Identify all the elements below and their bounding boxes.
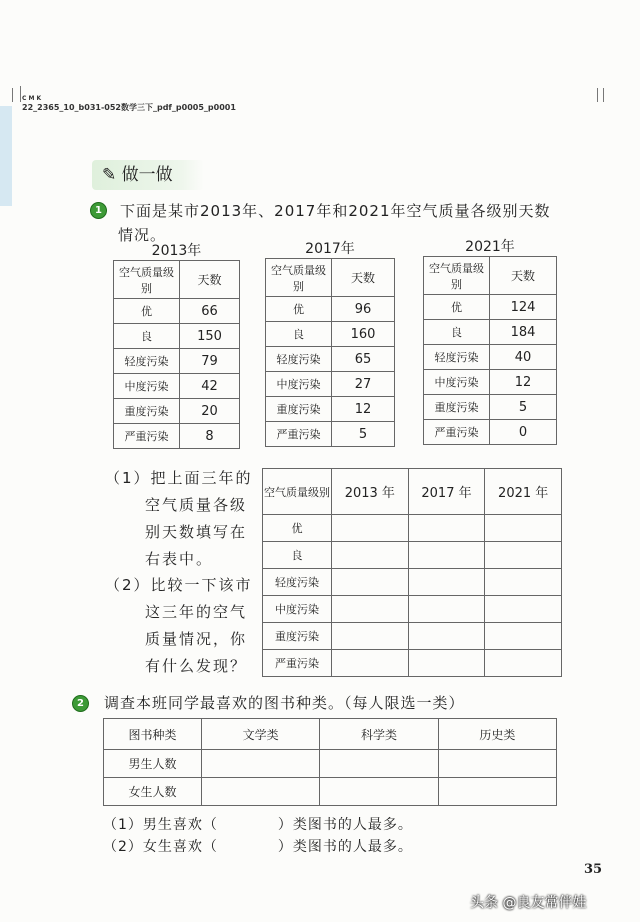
level-cell: 中度污染 [266,372,332,397]
header-cell: 2017 年 [408,469,485,515]
blank-cell[interactable] [332,650,409,677]
header-cell: 天数 [490,257,557,295]
level-cell: 重度污染 [114,399,180,424]
question-number-2: 2 [72,695,89,712]
blank-cell[interactable] [438,750,556,778]
days-cell: 42 [180,374,240,399]
question-number-1: 1 [90,202,107,219]
level-cell: 优 [424,295,490,320]
table-row [104,778,557,806]
table-row [266,397,395,422]
blank-cell[interactable] [320,778,438,806]
summary-table [262,468,562,677]
level-cell: 中度污染 [114,374,180,399]
level-cell: 中度污染 [424,370,490,395]
days-cell: 40 [490,345,557,370]
fill-blank-2[interactable]: （2）女生喜欢（ ）类图书的人最多。 [103,839,413,855]
year-table [423,256,557,445]
header-cell: 2021 年 [485,469,562,515]
blank-cell[interactable] [485,542,562,569]
header-cell: 空气质量级别 [266,259,332,297]
part2-text: （2）比较一下该市 这三年的空气 质量情况，你 有什么发现？ [105,576,253,675]
level-cell: 严重污染 [266,422,332,447]
table-row [114,299,240,324]
table-row [263,542,562,569]
blank-cell[interactable] [320,750,438,778]
table-row [424,345,557,370]
table-row [424,295,557,320]
section-title: 做一做 [121,165,173,185]
blank-cell[interactable] [485,569,562,596]
level-cell: 轻度污染 [266,347,332,372]
fill-blank-1[interactable]: （1）男生喜欢（ ）类图书的人最多。 [103,817,413,833]
year-table [265,258,395,447]
row-label: 男生人数 [104,750,202,778]
level-cell: 严重污染 [263,650,332,677]
table-row [424,395,557,420]
crop-mark [20,86,21,102]
table-row [266,347,395,372]
blank-cell[interactable] [332,515,409,542]
table-row [424,370,557,395]
watermark: 头条 @良友常伴娃 [470,895,587,911]
blank-cell[interactable] [202,778,320,806]
blank-cell[interactable] [408,596,485,623]
table-row [114,424,240,449]
days-cell: 12 [490,370,557,395]
table-row [263,569,562,596]
level-cell: 良 [424,320,490,345]
book-survey-table [103,718,557,806]
blank-cell[interactable] [408,542,485,569]
days-cell: 96 [332,297,395,322]
days-cell: 150 [180,324,240,349]
days-cell: 27 [332,372,395,397]
level-cell: 轻度污染 [114,349,180,374]
days-cell: 8 [180,424,240,449]
level-cell: 良 [266,322,332,347]
table-row [266,372,395,397]
header-cell: 文学类 [202,719,320,750]
blank-cell[interactable] [485,623,562,650]
table-row [104,750,557,778]
header-cell: 科学类 [320,719,438,750]
blank-cell[interactable] [408,650,485,677]
days-cell: 66 [180,299,240,324]
table-row [263,623,562,650]
crop-mark [603,88,604,102]
table-row [266,422,395,447]
blank-cell[interactable] [332,542,409,569]
table-row [266,297,395,322]
header-cell: 天数 [180,261,240,299]
year-table-title: 2021年 [465,239,515,255]
page-number: 35 [584,862,603,877]
crop-mark [597,88,598,102]
edge-strip [0,106,12,206]
days-cell: 5 [332,422,395,447]
days-cell: 5 [490,395,557,420]
q1-text: 下面是某市2013年、2017年和2021年空气质量各级别天数 [120,202,551,220]
file-label: C M K 22_2365_10_b031-052数学三下_pdf_p0005_p0001 [22,95,236,112]
level-cell: 严重污染 [424,420,490,445]
table-row [114,399,240,424]
header-cell: 历史类 [438,719,556,750]
header-cell: 空气质量级别 [424,257,490,295]
header-cell: 空气质量级别 [263,469,332,515]
level-cell: 良 [114,324,180,349]
header-cell: 天数 [332,259,395,297]
days-cell: 0 [490,420,557,445]
level-cell: 优 [114,299,180,324]
level-cell: 轻度污染 [424,345,490,370]
table-row [263,650,562,677]
days-cell: 124 [490,295,557,320]
header-cell: 2013 年 [332,469,409,515]
blank-cell[interactable] [332,569,409,596]
level-cell: 优 [263,515,332,542]
crop-mark [12,88,13,102]
level-cell: 严重污染 [114,424,180,449]
blank-cell[interactable] [485,596,562,623]
blank-cell[interactable] [332,596,409,623]
blank-cell[interactable] [485,650,562,677]
blank-cell[interactable] [485,515,562,542]
q1-text-cont: 情况。 [118,226,167,244]
blank-cell[interactable] [438,778,556,806]
days-cell: 65 [332,347,395,372]
blank-cell[interactable] [332,623,409,650]
blank-cell[interactable] [202,750,320,778]
table-row [263,515,562,542]
days-cell: 20 [180,399,240,424]
level-cell: 重度污染 [266,397,332,422]
table-row [114,374,240,399]
table-row [424,420,557,445]
level-cell: 重度污染 [263,623,332,650]
table-row [266,322,395,347]
level-cell: 中度污染 [263,596,332,623]
row-label: 女生人数 [104,778,202,806]
blank-cell[interactable] [408,623,485,650]
level-cell: 轻度污染 [263,569,332,596]
days-cell: 184 [490,320,557,345]
year-table-title: 2017年 [305,241,355,257]
part1-text: （1）把上面三年的 空气质量各级 别天数填写在 右表中。 [105,469,253,568]
section-banner [92,160,204,190]
days-cell: 12 [332,397,395,422]
level-cell: 重度污染 [424,395,490,420]
table-row [114,324,240,349]
pencil-icon: ✎ [102,165,117,185]
days-cell: 79 [180,349,240,374]
header-cell: 图书种类 [104,719,202,750]
table-row [424,320,557,345]
year-table [113,260,240,449]
q2-text: 调查本班同学最喜欢的图书种类。（每人限选一类） [104,694,465,712]
days-cell: 160 [332,322,395,347]
table-row [114,349,240,374]
header-cell: 空气质量级别 [114,261,180,299]
table-row [263,596,562,623]
level-cell: 优 [266,297,332,322]
level-cell: 良 [263,542,332,569]
year-table-title: 2013年 [151,243,202,259]
blank-cell[interactable] [408,515,485,542]
blank-cell[interactable] [408,569,485,596]
